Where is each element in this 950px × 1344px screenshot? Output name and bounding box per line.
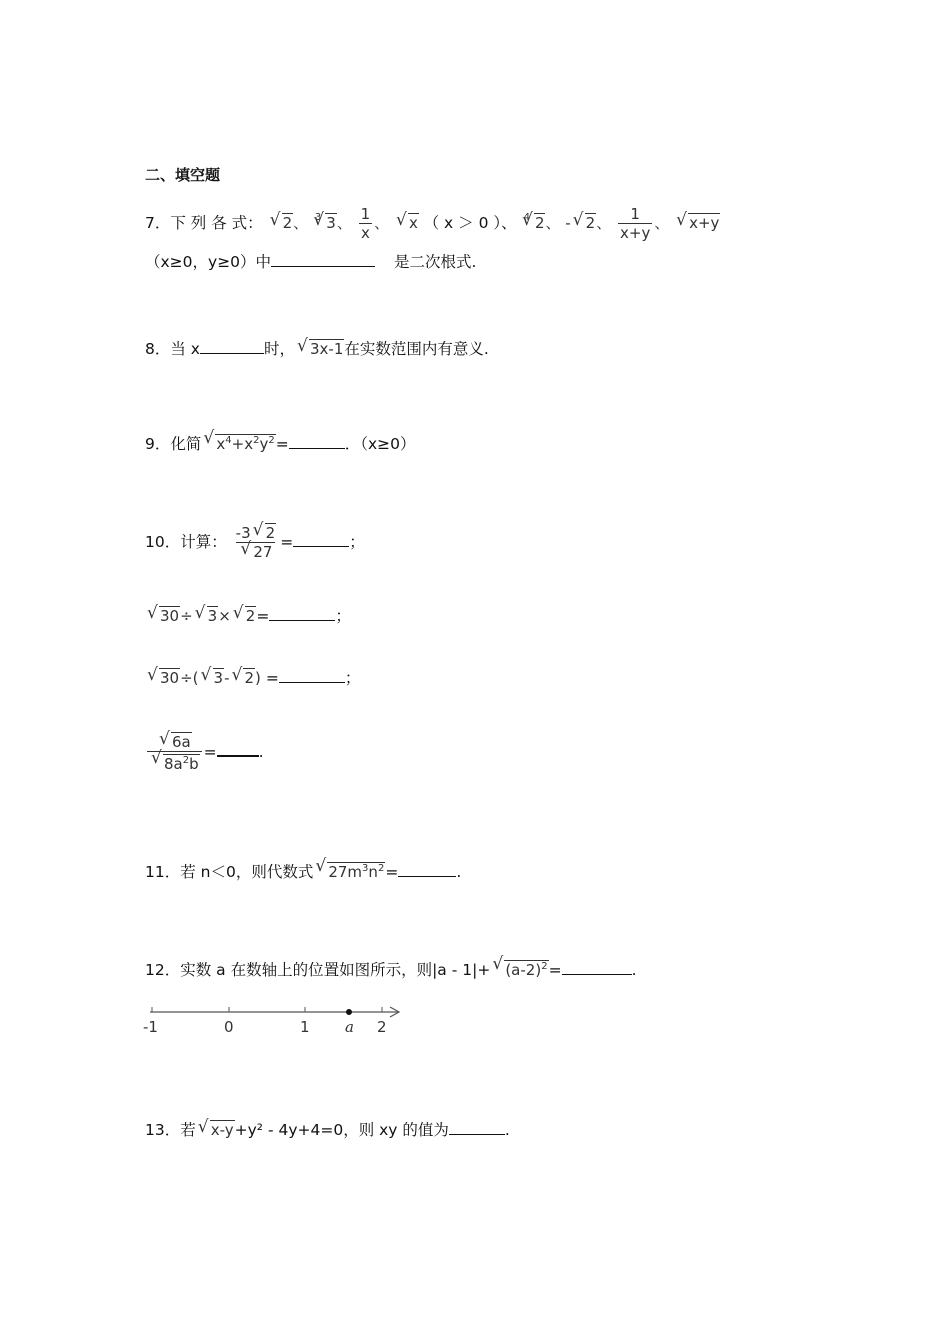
q11-prefix: 11．若 n＜0，则代数式 — [145, 863, 314, 881]
q13-radical: √ x-y — [198, 1119, 235, 1141]
q8-answer-blank[interactable] — [200, 337, 264, 354]
tick-label-2: 2 — [377, 1018, 387, 1036]
q13-prefix: 13．若 — [145, 1121, 196, 1139]
q13-suffix: . — [504, 1121, 510, 1139]
q9-radical: √ $x^4+x^2y^2$ — [203, 430, 275, 455]
number-line — [140, 1000, 410, 1040]
tick-label-a: a — [345, 1018, 354, 1036]
q8-mid: 时， — [263, 340, 295, 358]
q8-suffix: 在实数范围内有意义. — [344, 340, 489, 358]
tick-label-0: 0 — [224, 1018, 234, 1036]
tick-label-neg1: -1 — [143, 1018, 158, 1036]
q10-answer-blank-2[interactable] — [269, 604, 335, 621]
question-12: 12．实数 a 在数轴上的位置如图所示，则|a - 1|+√ $(a-2)^2=$ . — [145, 956, 637, 981]
q9-suffix: ．（x≥0） — [344, 435, 416, 453]
question-9: 9．化简√ $x^4+x^2y^2=$ ．（x≥0） — [145, 430, 416, 455]
question-7-line-2 — [145, 250, 476, 273]
q7-expressions-2: $^4$√ 2、 -√ 2、 $\frac{1}{x+y}$ 、 √ x+y — [522, 214, 721, 232]
q10-answer-blank-4[interactable] — [217, 739, 259, 757]
question-10: 10．计算： -3√ 2 √ 27 = ； — [145, 512, 365, 572]
q10-answer-blank-1[interactable] — [293, 530, 349, 547]
q10-prefix: 10．计算： — [145, 533, 227, 551]
question-10-part-4: √ 6a √ $8a^2b$ = . — [145, 722, 264, 782]
question-10-part-2: √ 30÷√ 3×√ 2= ； — [145, 604, 351, 627]
q11-answer-blank[interactable] — [398, 860, 456, 877]
q8-radical: √ 3x-1 — [297, 338, 344, 360]
q9-answer-blank[interactable] — [289, 432, 345, 449]
q8-prefix: 8．当 x — [145, 340, 200, 358]
q7-suffix: 是二次根式. — [393, 253, 477, 271]
point-a-marker — [346, 1009, 352, 1015]
q13-mid: +y² - 4y+4=0，则 xy 的值为 — [234, 1121, 449, 1139]
q11-suffix: . — [456, 863, 462, 881]
q7-answer-blank[interactable] — [271, 250, 375, 267]
q9-prefix: 9．化简 — [145, 435, 202, 453]
section-title: 二、填空题 — [145, 166, 221, 184]
q11-radical: √ $27m^3n^2$ — [315, 858, 385, 883]
question-7-line-1 — [145, 205, 720, 245]
q13-answer-blank[interactable] — [449, 1118, 505, 1135]
q10-answer-blank-3[interactable] — [279, 666, 345, 683]
q7-expressions: √ 2、 $^3$√ 3、 $\frac{1}{x}$ 、 √ x — [268, 214, 424, 232]
question-11: 11．若 n＜0，则代数式√ $27m^3n^2=$ . — [145, 858, 461, 883]
question-10-part-3: √ 30÷(√ 3-√ 2) = ； — [145, 666, 360, 689]
q10-fraction-4: √ 6a √ $8a^2b$ — [147, 733, 202, 773]
q7-condition: （x≥0，y≥0）中 — [145, 253, 272, 271]
q10-fraction: -3√ 2 √ 27 — [234, 524, 279, 561]
q12-suffix: . — [631, 961, 637, 979]
question-13 — [145, 1118, 510, 1141]
tick-label-1: 1 — [300, 1018, 310, 1036]
q12-answer-blank[interactable] — [562, 958, 632, 975]
q12-prefix: 12．实数 a 在数轴上的位置如图所示，则|a - 1|+ — [145, 961, 491, 979]
q7-mid-text: （ x ＞ 0 ）、 — [423, 214, 517, 232]
question-8 — [145, 337, 489, 360]
q7-prefix: 7．下 列 各 式： — [145, 214, 263, 232]
q10-expression-2: √ 30÷√ 3×√ 2 — [145, 607, 256, 625]
q10-expression-3: √ 30÷(√ 3-√ 2) — [145, 669, 261, 687]
q12-radical: √ $(a-2)^2$ — [492, 956, 548, 981]
